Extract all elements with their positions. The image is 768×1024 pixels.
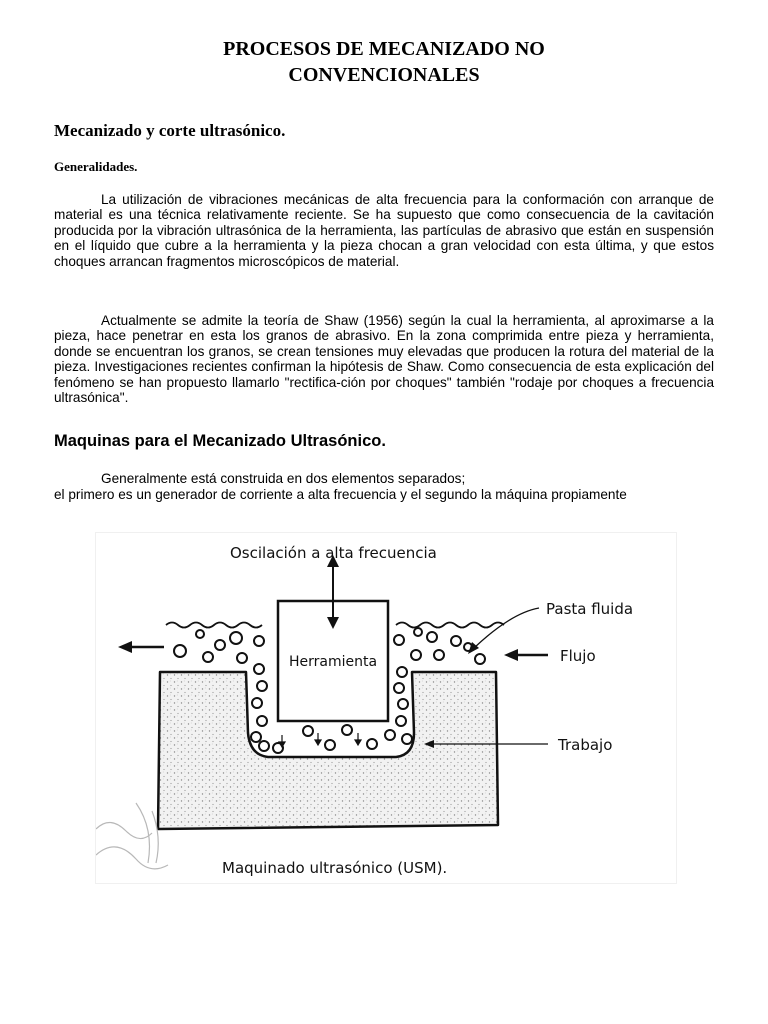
subsection-heading: Generalidades. — [54, 159, 138, 174]
paragraph-1-text: La utilización de vibraciones mecánicas de alta frecuencia para la conformación con arranque de material es una técnica relativamente reciente. Se ha supuesto que como consecuencia de la cavitación producida por la vibración ultrasónica de la herramienta, las partículas de abrasivo que están en suspensión en el líquido que cubre a la herramienta y la pieza chocan a gran velocidad con esta última, y que estos choques arrancan fragmentos microscópicos de material. — [54, 192, 714, 269]
paragraph-2-text: Actualmente se admite la teoría de Shaw (1956) según la cual la herramienta, al aproximarse a la pieza, hace penetrar en esta los granos de abrasivo. En la zona comprimida entre pieza y herramienta, donde se encuentran los granos, se crean tensiones muy elevadas que producen la rotura del material de la pieza. Investigaciones recientes confirman la hipótesis de Shaw. Como consecuencia de esta explicación del fenómeno se han propuesto llamarlo "rectifica-ción por choques" también "rodaje por choques a frecuencia ultrasónica". — [54, 313, 714, 406]
title-line-2: CONVENCIONALES — [288, 64, 480, 86]
oscillation-label: Oscilación a alta frecuencia — [230, 544, 437, 562]
inflow-arrow — [504, 649, 548, 661]
figure-caption: Maquinado ultrasónico (USM). — [222, 859, 448, 877]
slurry-label: Pasta fluida — [546, 600, 634, 618]
page-title — [0, 36, 768, 88]
machines-intro-line-2: el primero es un generador de corriente a alta frecuencia y el segundo la máquina propiamente — [54, 487, 627, 502]
tool-label: Herramienta — [288, 654, 378, 670]
usm-diagram — [96, 533, 676, 883]
paragraph-shaw-theory — [54, 313, 714, 405]
work-label: Trabajo — [558, 736, 613, 754]
outflow-arrow — [118, 641, 164, 653]
machines-intro-line-1: Generalmente está construida en dos elementos separados; — [101, 471, 466, 486]
usm-diagram-svg — [96, 533, 676, 883]
oscillation-arrow — [327, 555, 339, 629]
slurry-surface-right — [396, 623, 504, 628]
title-line-1: PROCESOS DE MECANIZADO NO — [223, 38, 545, 60]
section-heading: Mecanizado y corte ultrasónico. — [54, 121, 286, 140]
flow-label: Flujo — [560, 647, 596, 665]
paragraph-generalities — [54, 192, 714, 269]
slurry-surface-left — [166, 623, 262, 628]
machines-heading: Maquinas para el Mecanizado Ultrasónico. — [54, 432, 386, 450]
